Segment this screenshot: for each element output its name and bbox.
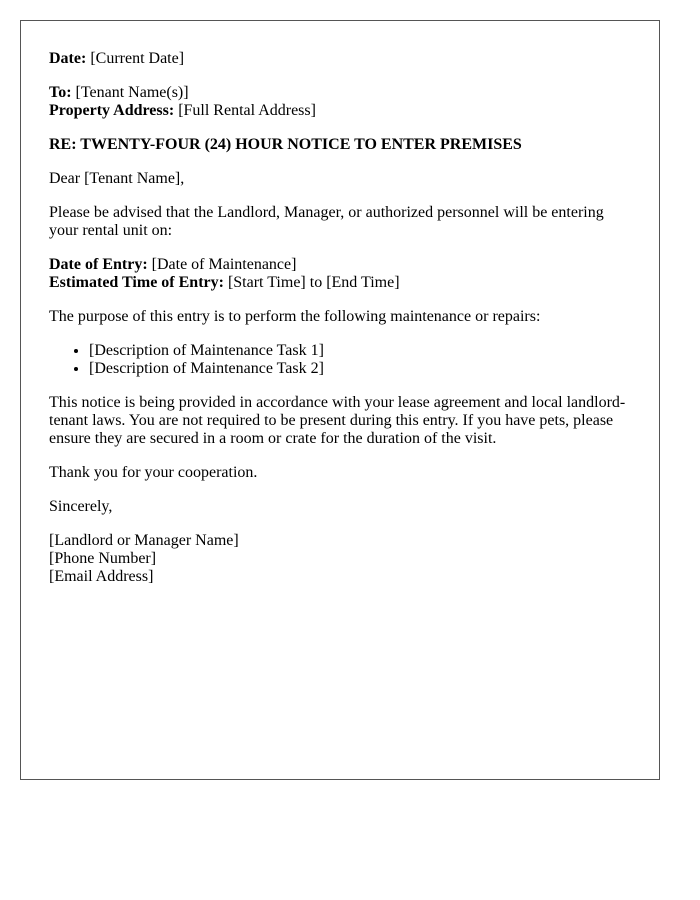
signature-email: [Email Address] xyxy=(49,568,154,585)
entry-date-line xyxy=(49,256,631,274)
notice-paragraph: This notice is being provided in accordance with your lease agreement and local landlord-tenant laws. You are not required to be present during this entry. If you have pets, please ensure they are secured in a room or crate for the duration of the visit. xyxy=(49,394,626,447)
address-value: [Full Rental Address] xyxy=(178,102,316,119)
thanks-paragraph: Thank you for your cooperation. xyxy=(49,464,258,481)
to-value: [Tenant Name(s)] xyxy=(75,84,189,101)
to-line xyxy=(49,84,631,102)
date-label: Date: xyxy=(49,50,87,67)
recipient-block xyxy=(49,84,631,120)
salutation: Dear [Tenant Name], xyxy=(49,170,185,187)
entry-time-value: [Start Time] to [End Time] xyxy=(227,274,400,291)
signature-name: [Landlord or Manager Name] xyxy=(49,532,239,549)
purpose-paragraph: The purpose of this entry is to perform the following maintenance or repairs: xyxy=(49,308,541,325)
letter-page xyxy=(20,20,660,780)
closing: Sincerely, xyxy=(49,498,113,515)
task-list xyxy=(49,342,631,378)
entry-date-value: [Date of Maintenance] xyxy=(151,256,297,273)
subject-line: RE: TWENTY-FOUR (24) HOUR NOTICE TO ENTER PREMISES xyxy=(49,136,522,153)
entry-date-label: Date of Entry: xyxy=(49,256,148,273)
signature-block xyxy=(49,532,631,586)
intro-paragraph: Please be advised that the Landlord, Manager, or authorized personnel will be entering your rental unit on: xyxy=(49,204,604,239)
to-label: To: xyxy=(49,84,72,101)
list-item: • [Description of Maintenance Task 1] xyxy=(89,342,631,360)
signature-phone: [Phone Number] xyxy=(49,550,157,567)
entry-time-label: Estimated Time of Entry: xyxy=(49,274,224,291)
address-line xyxy=(49,102,631,120)
address-label: Property Address: xyxy=(49,102,175,119)
entry-details xyxy=(49,256,631,292)
date-value: [Current Date] xyxy=(90,50,185,67)
entry-time-line xyxy=(49,274,631,292)
date-line xyxy=(49,50,631,68)
list-item: • [Description of Maintenance Task 2] xyxy=(89,360,631,378)
